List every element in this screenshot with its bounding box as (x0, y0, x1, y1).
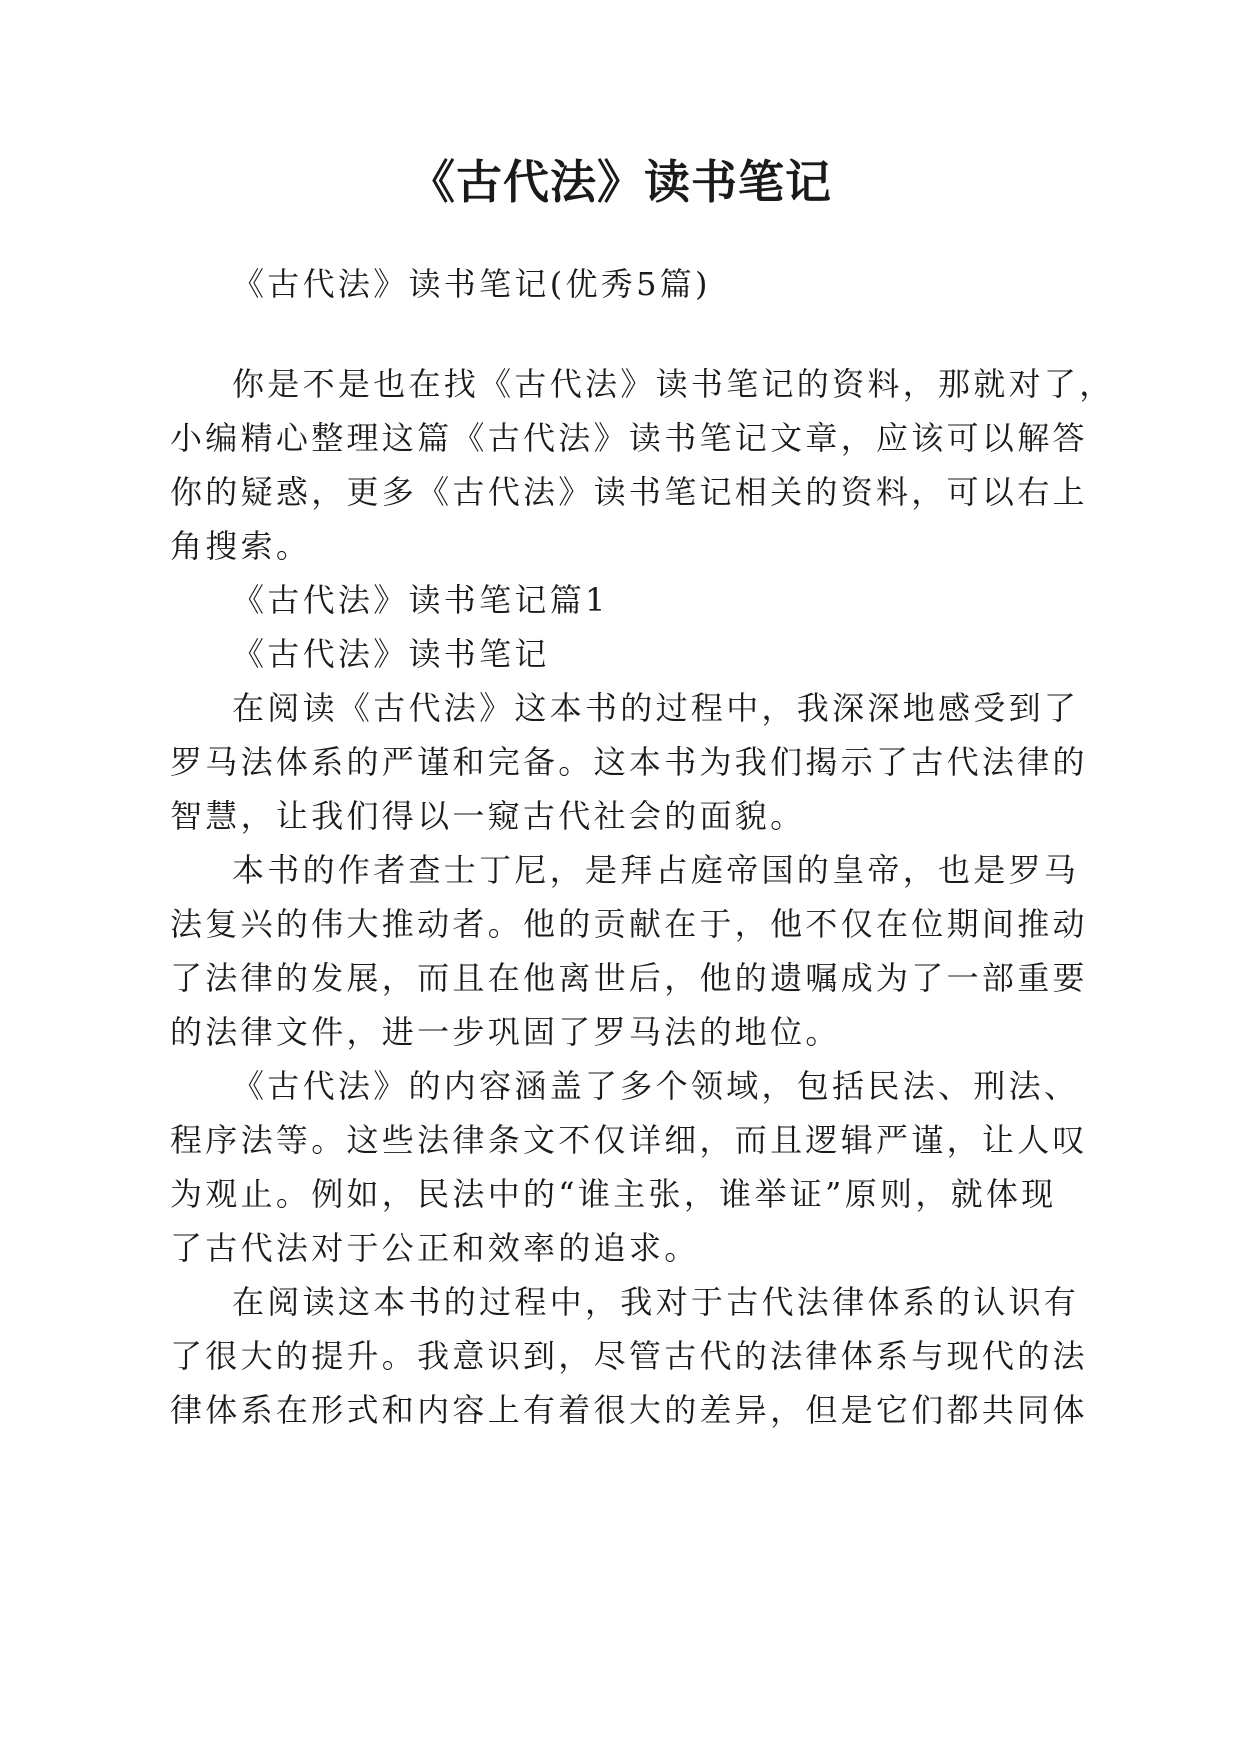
paragraph-line: 小编精心整理这篇《古代法》读书笔记文章，应该可以解答 (170, 419, 1088, 457)
paragraph-line: 了古代法对于公正和效率的追求。 (170, 1229, 700, 1267)
paragraph-line: 你是不是也在找《古代法》读书笔记的资料，那就对了， (232, 365, 1115, 403)
paragraph-line: 你的疑惑，更多《古代法》读书笔记相关的资料，可以右上 (170, 473, 1088, 511)
section-subheading: 《古代法》读书笔记 (232, 635, 550, 673)
paragraph-line: 智慧，让我们得以一窥古代社会的面貌。 (170, 797, 806, 835)
paragraph-line: 本书的作者查士丁尼，是拜占庭帝国的皇帝，也是罗马 (232, 851, 1080, 889)
paragraph-line: 法复兴的伟大推动者。他的贡献在于，他不仅在位期间推动 (170, 905, 1088, 943)
paragraph-line: 了很大的提升。我意识到，尽管古代的法律体系与现代的法 (170, 1337, 1088, 1375)
paragraph-line: 为观止。例如，民法中的“谁主张，谁举证”原则，就体现 (170, 1175, 1057, 1213)
paragraph-line: 的法律文件，进一步巩固了罗马法的地位。 (170, 1013, 841, 1051)
paragraph-line: 在阅读《古代法》这本书的过程中，我深深地感受到了 (232, 689, 1080, 727)
paragraph-line: 《古代法》的内容涵盖了多个领域，包括民法、刑法、 (232, 1067, 1080, 1105)
paragraph-line: 了法律的发展，而且在他离世后，他的遗嘱成为了一部重要 (170, 959, 1088, 997)
document-title: 《古代法》读书笔记 (409, 155, 832, 209)
paragraph-line: 律体系在形式和内容上有着很大的差异，但是它们都共同体 (170, 1391, 1088, 1429)
paragraph-line: 角搜索。 (170, 527, 312, 565)
section-heading: 《古代法》读书笔记篇1 (232, 581, 609, 619)
paragraph-line: 程序法等。这些法律条文不仅详细，而且逻辑严谨，让人叹 (170, 1121, 1088, 1159)
paragraph-line: 罗马法体系的严谨和完备。这本书为我们揭示了古代法律的 (170, 743, 1088, 781)
document-subtitle: 《古代法》读书笔记(优秀5篇) (232, 265, 711, 303)
paragraph-line: 在阅读这本书的过程中，我对于古代法律体系的认识有 (232, 1283, 1080, 1321)
